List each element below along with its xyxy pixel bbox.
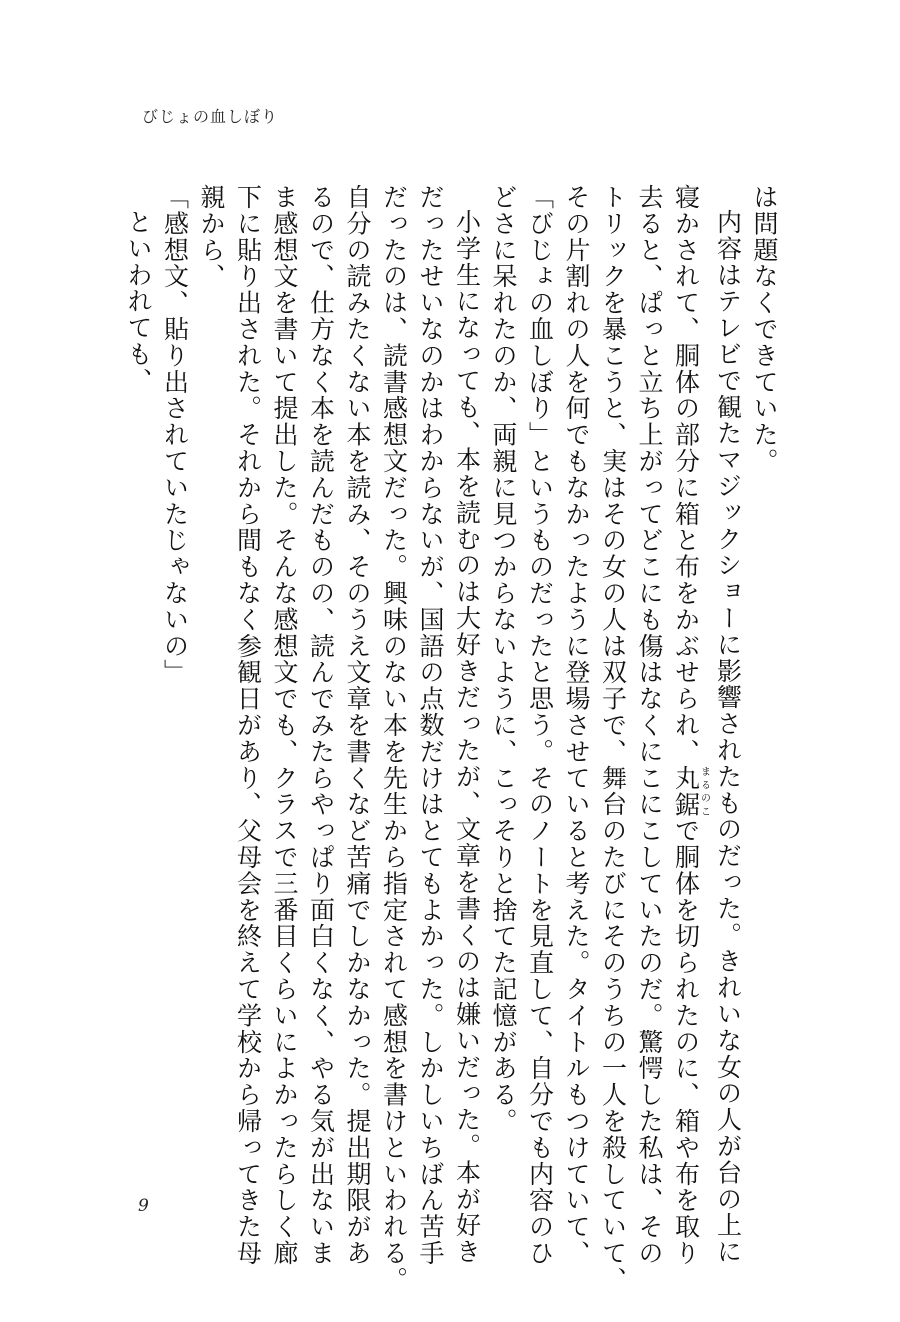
text-line-with-ruby	[667, 184, 710, 1267]
running-head-title: びじょの血しぼり	[142, 107, 279, 126]
text-line: 「びじょの血しぼり」というものだったと思う。そのノートを見直して、自分でも内容のひ	[525, 184, 555, 1267]
ruby-base: 丸鋸	[671, 764, 701, 818]
text-line: るので、仕方なく本を読んだものの、読んでみたらやっぱり面白くなく、やる気が出ないま	[306, 184, 336, 1267]
body-text	[124, 184, 782, 1293]
text-line: 親から、	[197, 184, 226, 290]
page-number: 9	[138, 1196, 149, 1216]
text-line: ま感想文を書いて提出した。そんな感想文でも、クラスで三番目くらいによかったらしく廊	[270, 184, 299, 1267]
text-line: 小学生になっても、本を読むのは大好きだったが、文章を書くのは嫌いだった。本が好き	[452, 209, 482, 1265]
text-line: 去ると、ぱっと立ち上がってどこにも傷はなくにこにこしていたのだ。驚愕した私は、その	[635, 184, 664, 1267]
ruby-annotation	[671, 764, 710, 818]
text-line: だったのは、読書感想文だった。興味のない本を先生から指定されて感想を書けといわれる。	[379, 184, 409, 1293]
text-segment: 寝かされて、胴体の部分に箱と布をかぶせられ、	[671, 184, 701, 765]
text-line: その片割れの人を何でもなかったように登場させていると考えた。タイトルもつけていて、	[562, 184, 591, 1267]
dialogue-line: 「感想文、貼り出されていたじゃないの」	[160, 184, 190, 686]
ruby-reading: まるのこ	[698, 764, 710, 818]
text-line: 自分の読みたくない本を読み、そのうえ文章を書くなど苦痛でしかなかった。提出期限があ	[343, 184, 372, 1267]
text-line: 内容はテレビで観たマジックショーに影響されたものだった。きれいな女の人が台の上に	[713, 209, 743, 1265]
text-line: 下に貼り出された。それから間もなく参観日があり、父母会を終えて学校から帰ってきた母	[233, 184, 263, 1267]
text-line: トリックを暴こうと、実はその女の人は双子で、舞台のたびにそのうちの一人を殺していて、	[598, 184, 628, 1293]
text-line: は問題なくできていた。	[750, 184, 779, 475]
text-line: だったせいなのかはわからないが、国語の点数だけはとてもよかった。しかしいちばん苦手	[416, 184, 445, 1267]
text-line: といわれても、	[124, 209, 153, 394]
text-line: どさに呆れたのか、両親に見つからないように、こっそりと捨てた記憶がある。	[489, 184, 518, 1135]
text-segment: で胴体を切られたのに、箱や布を取り	[671, 817, 701, 1267]
